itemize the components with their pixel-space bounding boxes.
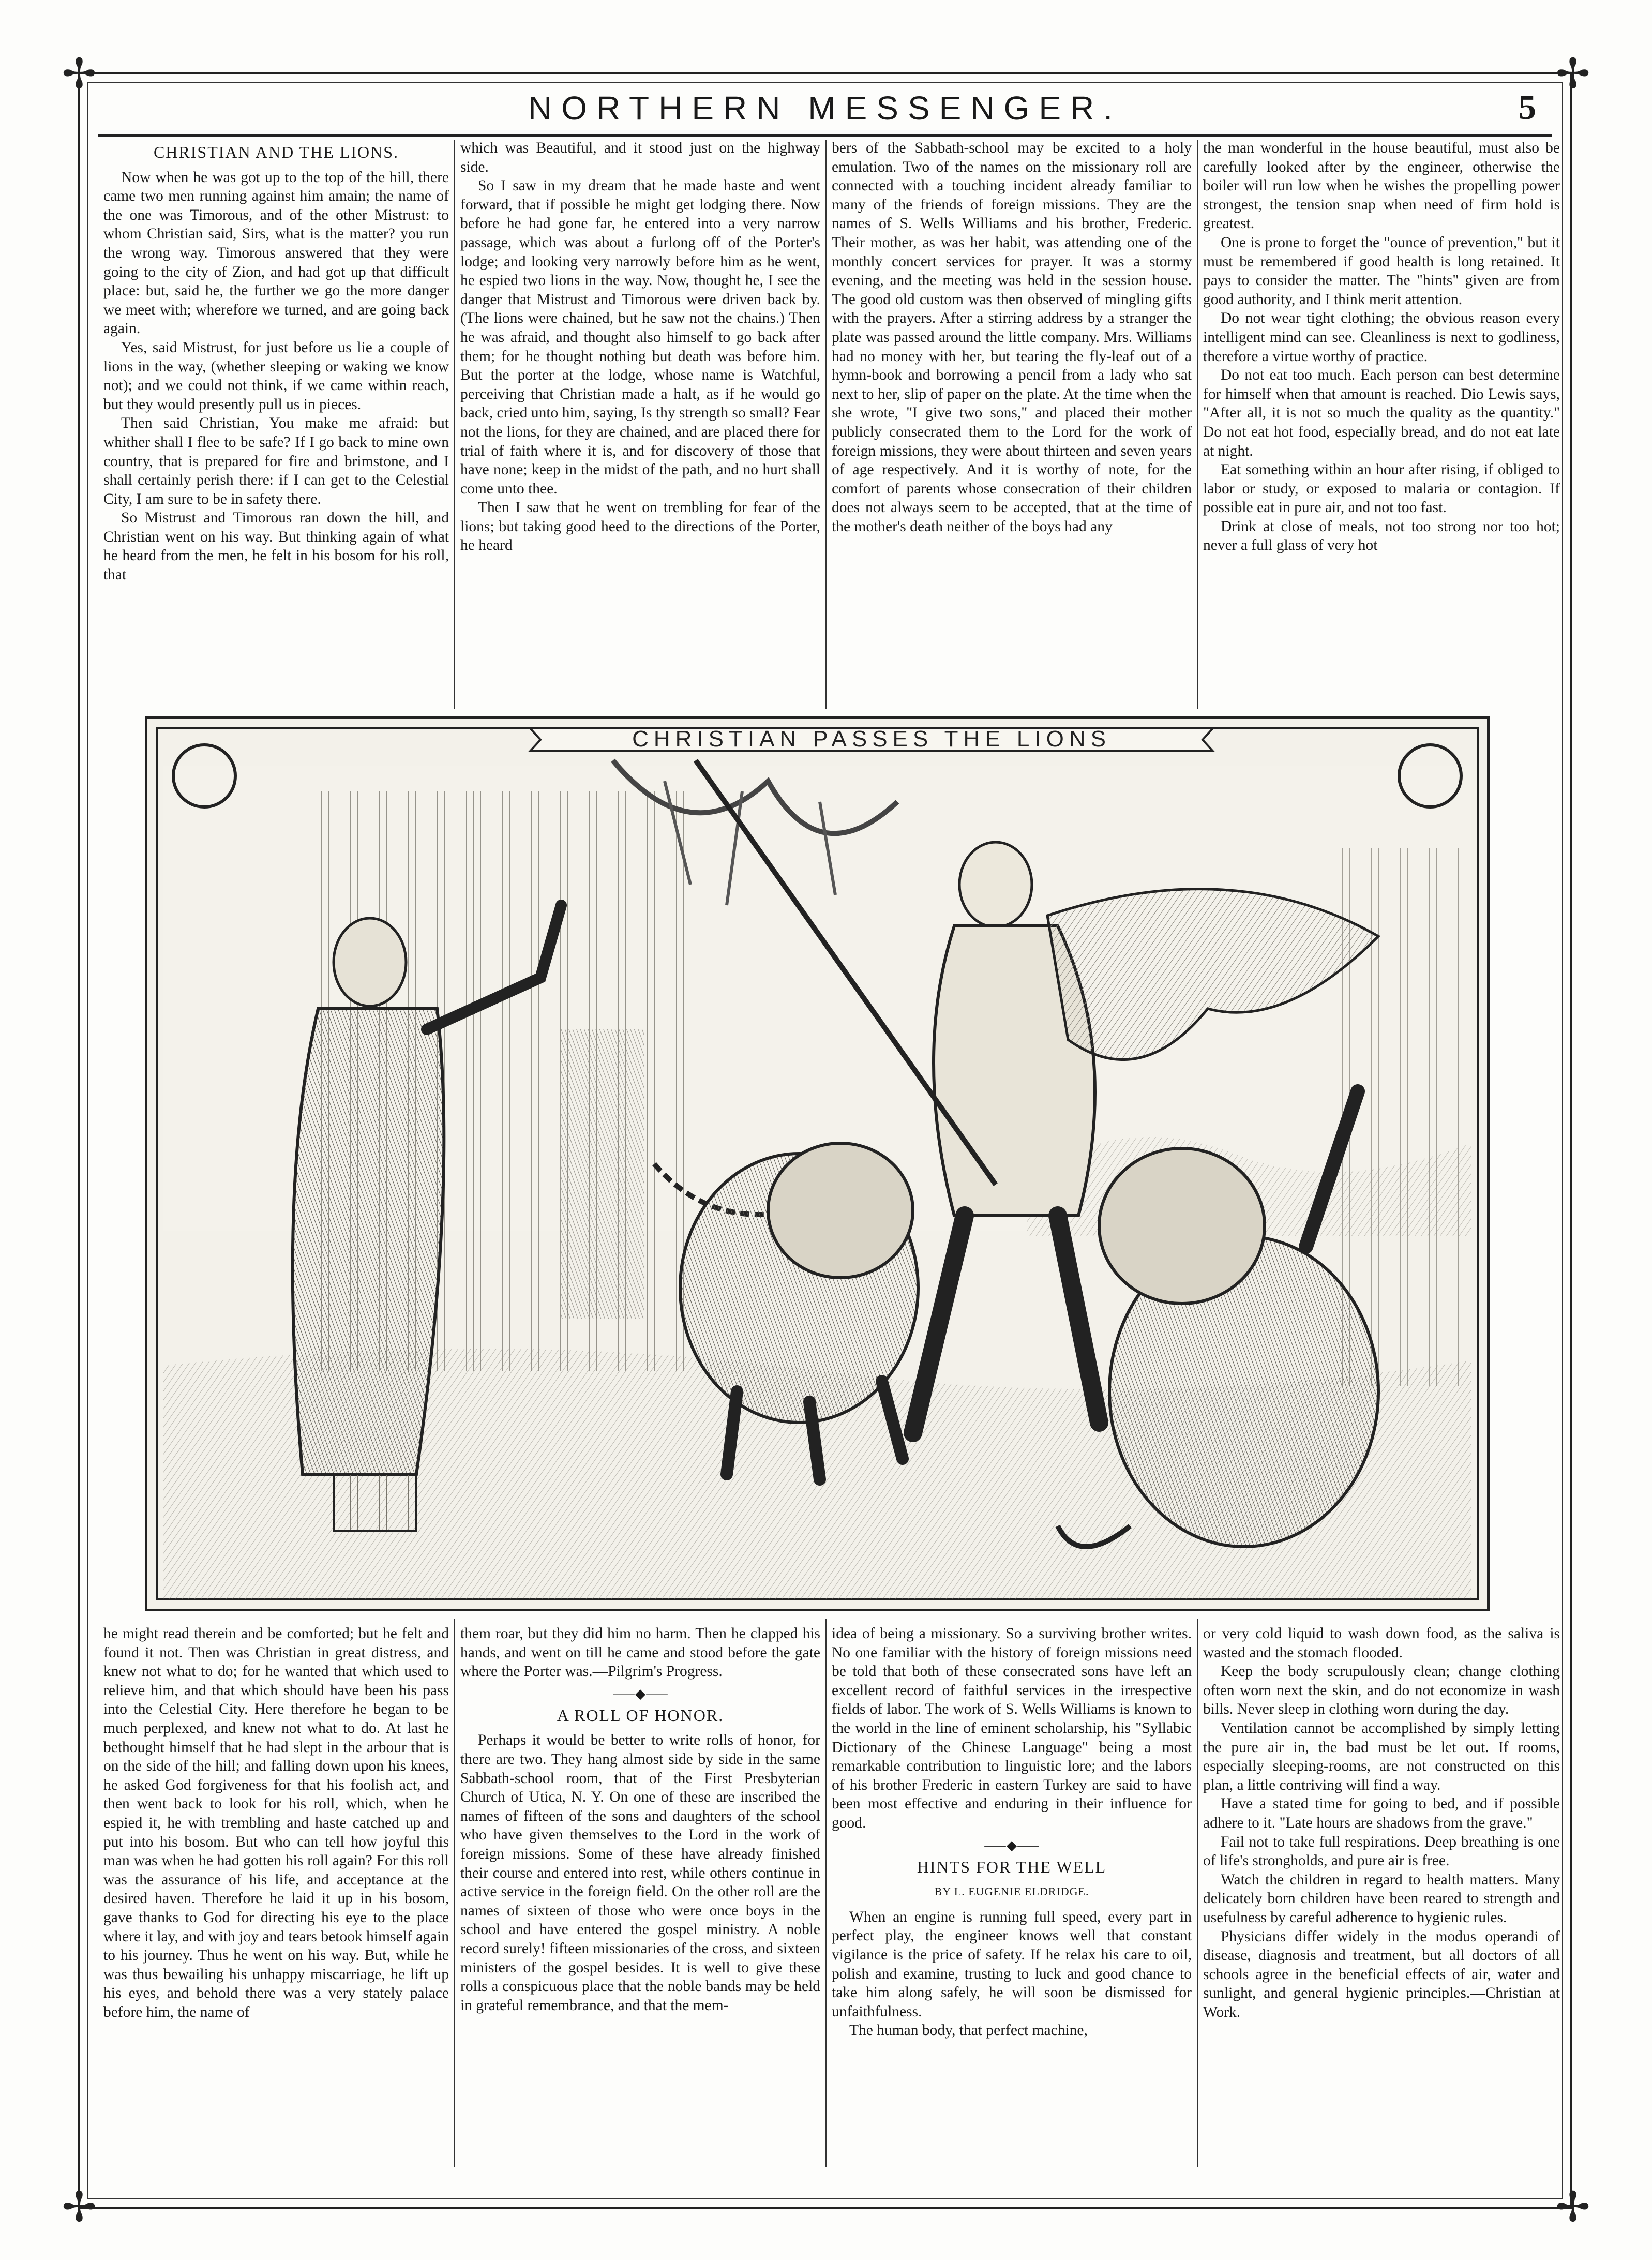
paragraph: So Mistrust and Timorous ran down the hill, and Christian went on his way. But thinking again of what he heard from the men, he felt in his bosom for his roll, that xyxy=(103,510,449,583)
paragraph: he might read therein and be comforted; but he felt and found it not. Then was Christian in great distress, and knew not what to do; for he wanted that which used to relieve him, and that which should have been his pass into the Celestial City. Here therefore he began to be much perplexed, and knew not what to do. At last he bethought himself that he had slept in the arbour that is on the side of the hill; and falling down upon his knees, he asked God forgiveness for that his foolish act, and then went back to look for his roll, which, when he espied it, he with trembling and haste catched up and put into his bosom. But who can tell how joyful this man was when he had gotten his roll again? For this roll was the assurance of his life, and acceptance at the desired haven. Therefore he laid it up in his bosom, gave thanks to God for directing his eye to the place where it lay, and with joy and tears betook himself again to his journey. Thus he went on his way. But, while he was thus bewailing his unhappy miscarriage, he lift up his eyes, and behold there was a very stately palace before him, the name of xyxy=(103,1625,449,2020)
ornament-icon: ✢ xyxy=(62,50,97,98)
paragraph: Then said Christian, You make me afraid: but whither shall I flee to be safe? If I go back to mine own country, that is prepared for fire and brimstone, and I shall certainly perish there: if I can get to the Celestial City, I am sure to be in safety there. xyxy=(103,415,449,507)
paragraph: idea of being a missionary. So a surviving brother writes. No one familiar with the history of foreign missions need be told that both of these consecrated sons have left an excellent record of faithful services in the irrespective fields of labor. The work of S. Wells Williams is known to the world in the line of eminent scholarship, his "Syllabic Dictionary of the Chinese Language" being a most remarkable contribution to linguistic lore; and the labors of his brother Frederic in eastern Turkey are said to have been most effective and enduring in their influence for good. xyxy=(832,1625,1192,1831)
paragraph: which was Beautiful, and it stood just on the highway side. xyxy=(460,140,820,175)
masthead xyxy=(98,83,1552,137)
paragraph: The human body, that perfect machine, xyxy=(849,2022,1088,2039)
column-rule xyxy=(825,1619,827,2167)
ornament-icon: ✢ xyxy=(62,2183,97,2231)
column-3-bottom xyxy=(832,1624,1192,2173)
column-1-top xyxy=(103,139,449,710)
paragraph: the man wonderful in the house beautiful, must also be carefully looked after by the engineer, otherwise the boiler will run low when he wishes the propelling power strongest, the tension snap when need of firm hold is greatest. xyxy=(1203,140,1560,232)
paragraph: One is prone to forget the "ounce of prevention," but it must be remembered if good health is long retained. It pays to consider the matter. The "hints" given are from good authority, and I think merit attention. xyxy=(1203,234,1560,308)
column-3-top xyxy=(832,139,1192,710)
paragraph: When an engine is running full speed, every part in perfect play, the engineer knows well that constant vigilance is the price of safety. If he relax his care to oil, polish and examine, trusting to luck and good chance to take him along safely, he will soon be dismissed for unfaithfulness. xyxy=(832,1908,1192,2020)
ornament-icon: ✢ xyxy=(1555,2183,1590,2231)
column-rule xyxy=(454,140,455,709)
paragraph: Do not wear tight clothing; the obvious reason every intelligent mind can see. Cleanliness is next to godliness, therefore a virtue worthy of practice. xyxy=(1203,310,1560,365)
article-title: HINTS FOR THE WELL xyxy=(917,1857,1107,1876)
newspaper-title: NORTHERN MESSENGER. xyxy=(528,89,1122,127)
column-4-top xyxy=(1203,139,1560,710)
paragraph: Ventilation cannot be accomplished by simply letting the pure air in, the bad must be let out. If rooms, especially sleeping-rooms, are not constructed on this plan, a little contriving will find a way. xyxy=(1203,1719,1560,1793)
engraving-christian-passes-the-lions xyxy=(145,716,1490,1611)
paragraph: Perhaps it would be better to write rolls of honor, for there are two. They hang almost side by side in the same Sabbath-school room, that of the First Presbyterian Church of Utica, N. Y. On one of these are inscribed the names of fifteen of the sons and daughters of the school who have given themselves to the Lord in the work of foreign missions. Some of these have already finished their course and entered into rest, while others continue in active service in the foreign field. On the other roll are the names of sixteen of those who were once boys in the school and have entered the gospel ministry. A noble record surely! fifteen missionaries of the cross, and sixteen ministers of the gospel besides. It is well to give these rolls a conspicuous place that the noble bands may be held in grateful remembrance, and that the mem- xyxy=(460,1732,820,2014)
column-1-bottom xyxy=(103,1624,449,2173)
illustration-caption: CHRISTIAN PASSES THE LIONS xyxy=(632,726,1111,752)
section-divider: ⸺◆⸺ xyxy=(612,1686,668,1701)
byline: BY L. EUGENIE ELDRIDGE. xyxy=(934,1885,1089,1898)
column-2-bottom xyxy=(460,1624,820,2173)
article-title: CHRISTIAN AND THE LIONS. xyxy=(153,143,399,161)
paragraph: bers of the Sabbath-school may be excited to a holy emulation. Two of the names on the missionary roll are connected with a touching incident already familiar to many of the friends of foreign missions. They are the names of S. Wells Williams and his brother, Frederic. Their mother, as was her habit, was attending one of the monthly concert services for prayer. It was a stormy evening, and the meeting was held in the session house. The good old custom was then observed of mingling gifts with the prayers. After a stirring address by a stranger the plate was passed around the little company. Mrs. Williams had no money with her, but tearing the fly-leaf out of a hymn-book and borrowing a pencil from a lady who sat next to her, slip of paper on the plate. At the time when the she wrote, "I give two sons," and placed their mother publicly consecrated them to the Lord for the work of foreign missions, they were about thirteen and seven years of age respectively. And it is worthy of note, for the comfort of parents whose consecration of their children does not always seem to be accepted, that at the time of the mother's death neither of the boys had any xyxy=(832,140,1192,535)
paragraph: Do not eat too much. Each person can best determine for himself when that amount is reached. Dio Lewis says, "After all, it is not so much the quality as the quantity." Do not eat hot food, especially bread, and do not eat late at night. xyxy=(1203,367,1560,459)
paragraph: them roar, but they did him no harm. Then he clapped his hands, and went on till he came and stood before the gate where the Porter was.—Pilgrim's Progress. xyxy=(460,1625,820,1680)
paragraph: Physicians differ widely in the modus operandi of disease, diagnosis and treatment, but all doctors of all schools agree in the beneficial effects of air, water and sunlight, and general hygienic principles.—Christian at Work. xyxy=(1203,1928,1560,2020)
column-rule xyxy=(1197,1619,1198,2167)
article-title: A ROLL OF HONOR. xyxy=(557,1705,724,1725)
column-rule xyxy=(825,140,827,709)
column-rule xyxy=(454,1619,455,2167)
ornament-icon: ✢ xyxy=(1555,50,1590,98)
paragraph: Yes, said Mistrust, for just before us lie a couple of lions in the way, (whether sleeping or waking we know not); and we could not think, if we came within reach, but they would presently pull us in pieces. xyxy=(103,339,449,413)
column-4-bottom xyxy=(1203,1624,1560,2173)
paragraph: Watch the children in regard to health matters. Many delicately born children have been reared to strength and usefulness by careful adherence to hygienic rules. xyxy=(1203,1871,1560,1926)
paragraph: So I saw in my dream that he made haste and went forward, that if possible he might get lodging there. Now before he had gone far, he entered into a very narrow passage, which was about a furlong off of the Porter's lodge; and looking very narrowly before him as he went, he espied two lions in the way. Now, thought he, I see the danger that Mistrust and Timorous were driven back by. (The lions were chained, but he saw not the chains.) Then he was afraid, and thought also himself to go back after them; for he thought nothing but death was before him. But the porter at the lodge, whose name is Watchful, perceiving that Christian made a halt, as if he would go back, cried unto him, saying, Is thy strength so small? Fear not the lions, for they are chained, and are placed there for trial of faith where it is, and for discovery of those that have none; keep in the midst of the path, and no hurt shall come unto thee. xyxy=(460,177,820,497)
paragraph: Drink at close of meals, not too strong nor too hot; never a full glass of very hot xyxy=(1203,518,1560,554)
paragraph: Have a stated time for going to bed, and if possible adhere to it. "Late hours are shadows from the grave." xyxy=(1203,1795,1560,1831)
engraving-illustration xyxy=(147,719,1487,1609)
section-divider: ⸺◆⸺ xyxy=(984,1837,1040,1853)
page-number: 5 xyxy=(1519,87,1536,127)
paragraph: Then I saw that he went on trembling for fear of the lions; but taking good heed to the directions of the Porter, he heard xyxy=(460,499,820,554)
paragraph: Eat something within an hour after rising, if obliged to labor or study, or exposed to malaria or contagion. If possible eat in pure air, and not too fast. xyxy=(1203,461,1560,516)
illustration-banner xyxy=(520,723,1223,756)
paragraph: Keep the body scrupulously clean; change clothing often worn next the skin, and do not economize in wash bills. Never sleep in clothing worn during the day. xyxy=(1203,1663,1560,1718)
column-rule xyxy=(1197,140,1198,709)
paragraph: Fail not to take full respirations. Deep breathing is one of life's strongholds, and pure air is free. xyxy=(1203,1833,1560,1869)
paragraph: or very cold liquid to wash down food, as the saliva is wasted and the stomach flooded. xyxy=(1203,1625,1560,1661)
column-2-top xyxy=(460,139,820,710)
paragraph: Now when he was got up to the top of the hill, there came two men running against him amain; the name of the one was Timorous, and of the other Mistrust: to whom Christian said, Sirs, what is the matter? you run the wrong way. Timorous answered that they were going to the city of Zion, and had got up that difficult place: but, said he, the further we go the more danger we meet with; wherefore we turned, and are going back again. xyxy=(103,169,449,337)
